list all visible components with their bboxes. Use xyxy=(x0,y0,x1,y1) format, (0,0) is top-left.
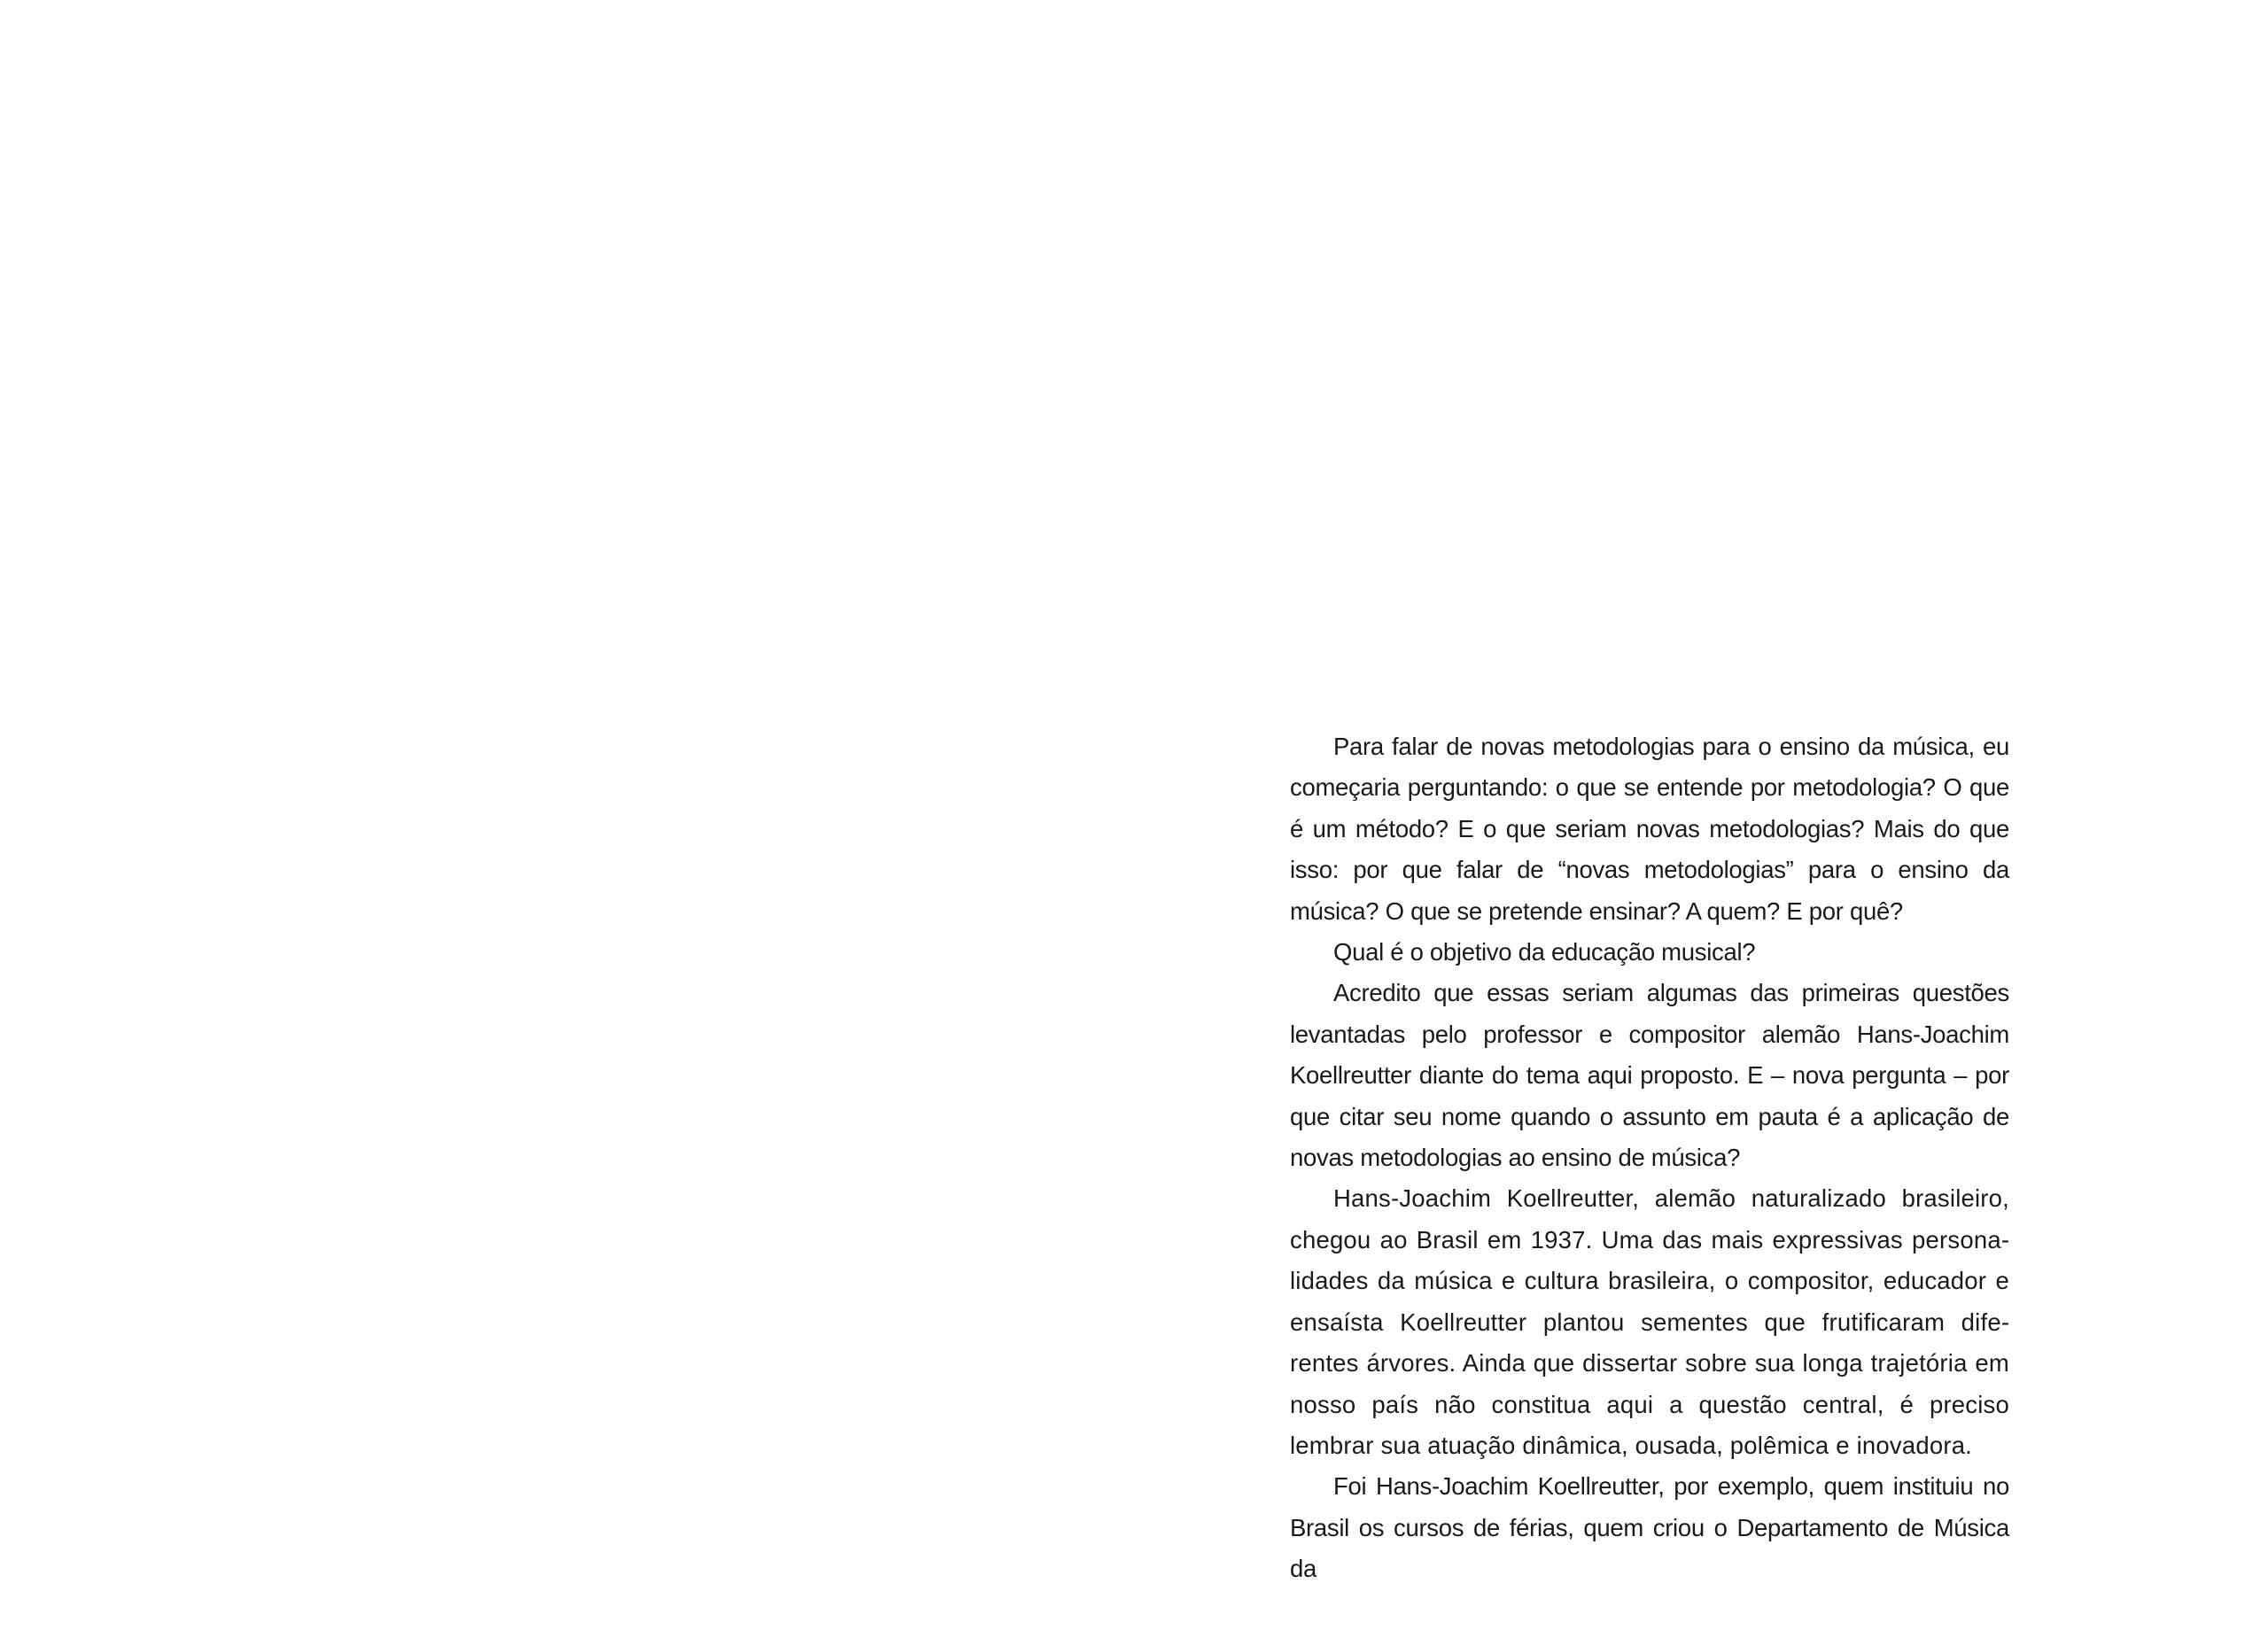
paragraph-3: Acredito que essas seriam algumas das primeiras questões levantadas pelo professor e compositor alemão Hans-Joachim Koellreutter diante do tema aqui proposto. E – nova pergunta – por que citar seu nome quando o assunto em pauta é a aplicação de novas metodologias ao ensino de música? xyxy=(1290,979,2009,1172)
body-text xyxy=(1290,726,2009,1590)
paragraph-1: Para falar de novas metodologias para o ensino da música, eu começaria perguntando: o que se entende por metodologia? O que é um método? E o que seriam novas metodologias? Mais do que isso: por que falar de “novas metodologias” para o ensino da música? O que se pretende ensinar? A quem? E por quê? xyxy=(1290,733,2009,925)
paragraph-4: Hans-Joachim Koellreutter, alemão naturalizado brasileiro, chegou ao Brasil em 1937. Uma das mais expressivas personalidades da música e cultura brasileira, o compositor, educador e ensaísta Koellreutter plantou sementes que frutificaram diferentes árvores. Ainda que dissertar sobre sua longa trajetória em nosso país não constitua aqui a questão central, é preciso lembrar sua atuação dinâmica, ousada, polêmica e inovadora. xyxy=(1290,1184,2009,1459)
right-page xyxy=(1134,0,2268,1630)
paragraph-2: Qual é o objetivo da educação musical? xyxy=(1333,938,1756,966)
paragraph-5: Foi Hans-Joachim Koellreutter, por exemplo, quem instituiu no Brasil os cursos de férias, quem criou o Departamento de Música da xyxy=(1290,1472,2009,1583)
